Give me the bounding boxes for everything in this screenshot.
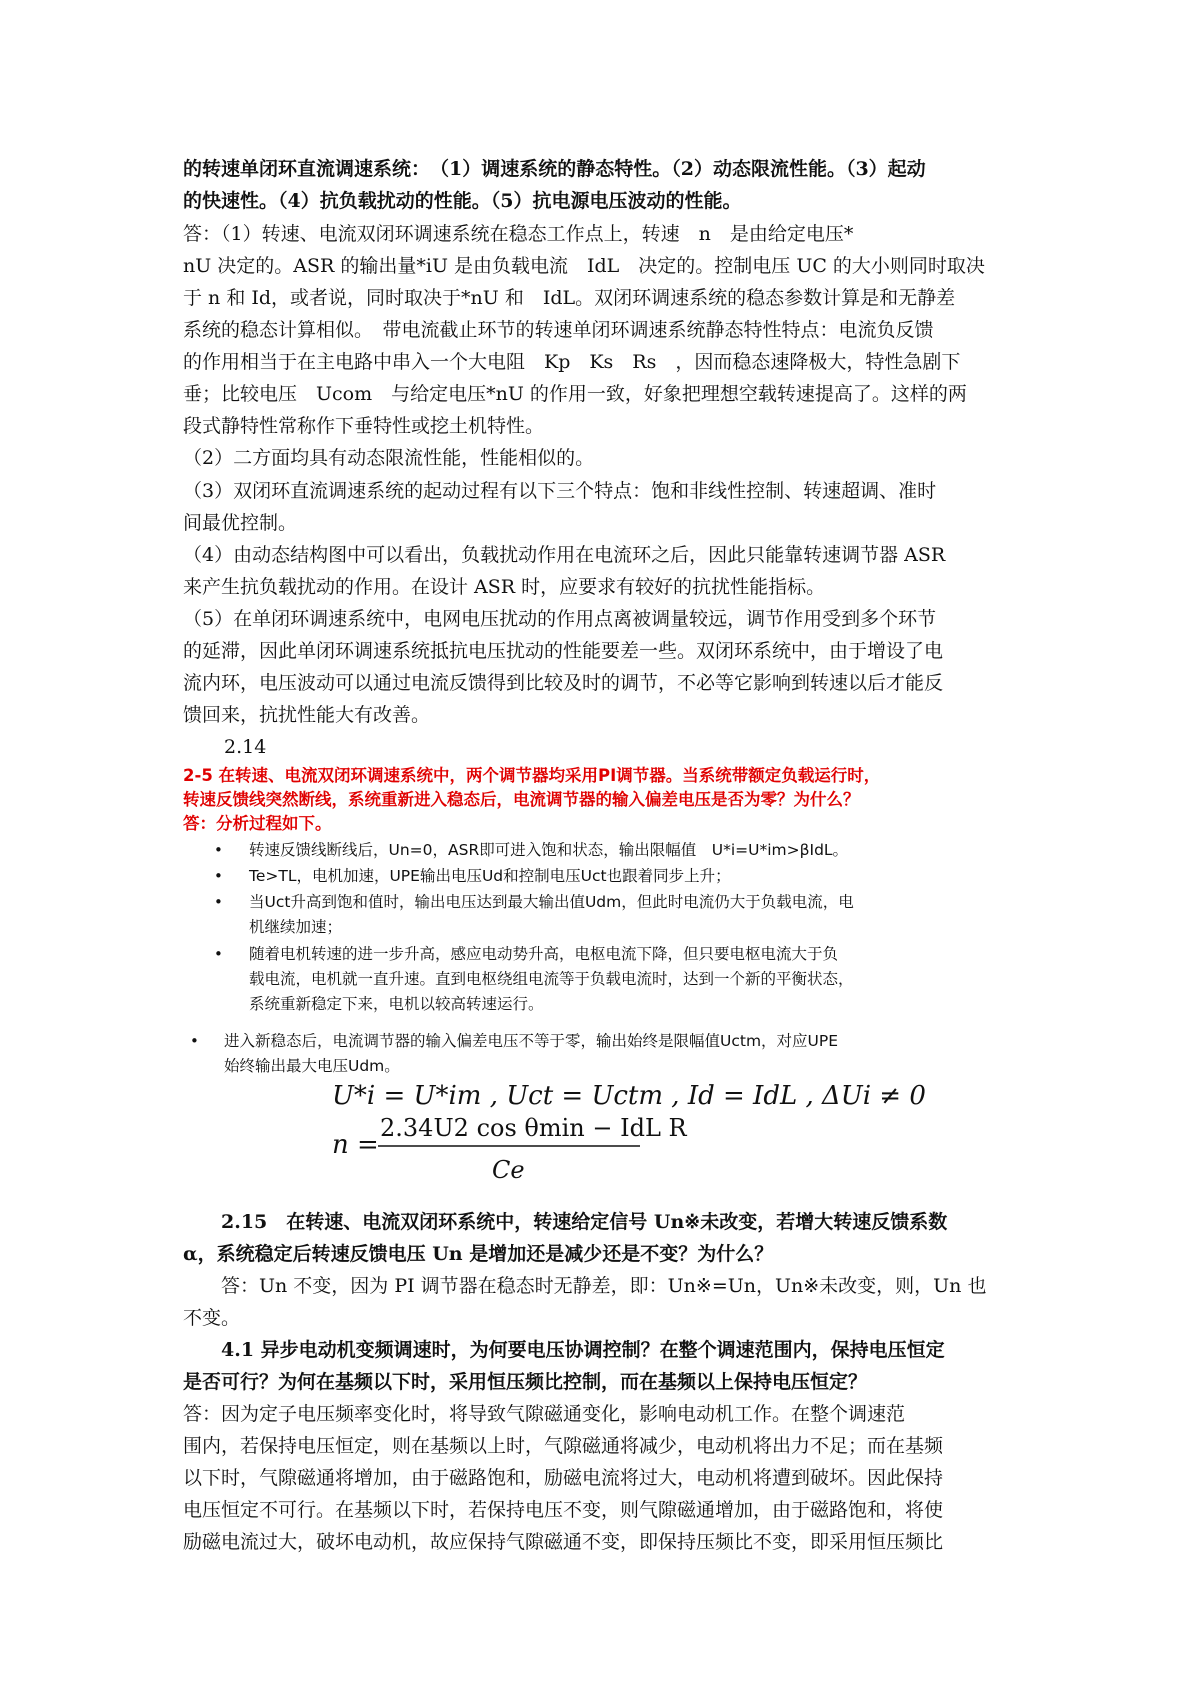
bullet-dot: • bbox=[214, 867, 223, 885]
bullet-item: 转速反馈线断线后，Un=0，ASR即可进入饱和状态，输出限幅值 U*i=U*im>βIdL。 bbox=[249, 841, 849, 859]
answer-line: 围内，若保持电压恒定，则在基频以上时，气隙磁通将减少，电动机将出力不足；而在基频 bbox=[183, 1435, 944, 1457]
answer-line: 答：Un 不变，因为 PI 调节器在稳态时无静差，即：Un※=Un，Un※未改变，则，Un 也 bbox=[183, 1275, 987, 1297]
bullet-item: 当Uct升高到饱和值时，输出电压达到最大输出值Udm，但此时电流仍大于负载电流，电 bbox=[249, 893, 854, 911]
answer-line: （3）双闭环直流调速系统的起动过程有以下三个特点：饱和非线性控制、转速超调、准时 bbox=[183, 480, 937, 502]
formula-eq2-lhs: n = bbox=[332, 1130, 379, 1160]
red-question-line: 转速反馈线突然断线，系统重新进入稳态后，电流调节器的输入偏差电压是否为零？为什么？ bbox=[183, 790, 860, 809]
bullet-dot: • bbox=[190, 1032, 199, 1050]
section-number: 2.14 bbox=[224, 736, 267, 758]
question-line: 2.15 在转速、电流双闭环系统中，转速给定信号 Un※未改变，若增大转速反馈系数 bbox=[183, 1211, 948, 1233]
answer-line: （2）二方面均具有动态限流性能，性能相似的。 bbox=[183, 447, 595, 469]
answer-line: 不变。 bbox=[183, 1307, 241, 1329]
bullet-dot: • bbox=[214, 841, 223, 859]
bullet-item-cont: 机继续加速； bbox=[249, 918, 343, 936]
answer-line: 垂；比较电压 Ucom 与给定电压*nU 的作用一致，好象把理想空载转速提高了。这样的两 bbox=[183, 383, 967, 405]
answer-line: 励磁电流过大，破坏电动机，故应保持气隙磁通不变，即保持压频比不变，即采用恒压频比 bbox=[183, 1531, 944, 1553]
answer-line: 的延滞，因此单闭环调速系统抵抗电压扰动的性能要差一些。双闭环系统中，由于增设了电 bbox=[183, 640, 944, 662]
formula-eq2-numerator: 2.34U2 cos θmin − IdL R bbox=[380, 1114, 687, 1142]
bullet-item: 随着电机转速的进一步升高，感应电动势升高，电枢电流下降，但只要电枢电流大于负 bbox=[249, 945, 839, 963]
bullet-dot: • bbox=[214, 893, 223, 911]
answer-line: 答：（1）转速、电流双闭环调速系统在稳态工作点上，转速 n 是由给定电压* bbox=[183, 223, 854, 245]
question-line: 的转速单闭环直流调速系统： （1）调速系统的静态特性。（2）动态限流性能。（3）起动 bbox=[183, 158, 926, 180]
bullet-item-cont: 载电流，电机就一直升速。直到电枢绕组电流等于负载电流时，达到一个新的平衡状态， bbox=[249, 970, 854, 988]
bullet-item: Te>TL，电机加速，UPE输出电压Ud和控制电压Uct也跟着同步上升； bbox=[249, 867, 731, 885]
answer-line: 以下时，气隙磁通将增加，由于磁路饱和，励磁电流将过大，电动机将遭到破坏。因此保持 bbox=[183, 1467, 944, 1489]
answer-line: 的作用相当于在主电路中串入一个大电阻 Kp Ks Rs ，因而稳态速降极大，特性急剧下 bbox=[183, 351, 961, 373]
answer-line: （5）在单闭环调速系统中，电网电压扰动的作用点离被调量较远，调节作用受到多个环节 bbox=[183, 608, 937, 630]
answer-line: 来产生抗负载扰动的作用。在设计 ASR 时，应要求有较好的抗扰性能指标。 bbox=[183, 576, 826, 598]
formula-block bbox=[328, 1070, 926, 1190]
question-line: 是否可行？为何在基频以下时，采用恒压频比控制，而在基频以上保持电压恒定？ bbox=[183, 1371, 868, 1393]
answer-line: 电压恒定不可行。在基频以下时，若保持电压不变，则气隙磁通增加，由于磁路饱和，将使 bbox=[183, 1499, 944, 1521]
answer-line: 馈回来，抗扰性能大有改善。 bbox=[183, 704, 431, 726]
question-line: 的快速性。（4）抗负载扰动的性能。（5）抗电源电压波动的性能。 bbox=[183, 190, 742, 212]
bullet-item: 进入新稳态后，电流调节器的输入偏差电压不等于零，输出始终是限幅值Uctm，对应UPE bbox=[224, 1032, 839, 1050]
bullet-item-cont: 始终输出最大电压Udm。 bbox=[224, 1057, 400, 1075]
answer-line: 答：因为定子电压频率变化时，将导致气隙磁通变化，影响电动机工作。在整个调速范 bbox=[183, 1403, 906, 1425]
red-question-line: 2-5 在转速、电流双闭环调速系统中，两个调节器均采用PI调节器。当系统带额定负载运行时， bbox=[183, 766, 881, 785]
formula-eq1: U*i = U*im , Uct = Uctm , Id = IdL , ΔUi ≠ 0 bbox=[332, 1081, 926, 1111]
answer-line: 间最优控制。 bbox=[183, 512, 298, 534]
question-line: α，系统稳定后转速反馈电压 Un 是增加还是减少还是不变？为什么？ bbox=[183, 1243, 774, 1265]
answer-line: （4）由动态结构图中可以看出，负载扰动作用在电流环之后，因此只能靠转速调节器 ASR bbox=[183, 544, 946, 566]
question-line: 4.1 异步电动机变频调速时，为何要电压协调控制？在整个调速范围内，保持电压恒定 bbox=[183, 1339, 945, 1361]
answer-line: 段式静特性常称作下垂特性或挖土机特性。 bbox=[183, 415, 545, 437]
bullet-dot: • bbox=[214, 945, 223, 963]
red-answer-line: 答：分析过程如下。 bbox=[183, 814, 332, 833]
answer-line: 系统的稳态计算相似。 带电流截止环节的转速单闭环调速系统静态特性特点：电流负反馈 bbox=[183, 319, 934, 341]
answer-line: nU 决定的。ASR 的输出量*iU 是由负载电流 IdL 决定的。控制电压 UC 的大小则同时取决 bbox=[183, 255, 985, 277]
formula-eq2-denominator: Ce bbox=[492, 1156, 525, 1184]
bullet-item-cont: 系统重新稳定下来，电机以较高转速运行。 bbox=[249, 995, 544, 1013]
answer-line: 流内环，电压波动可以通过电流反馈得到比较及时的调节，不必等它影响到转速以后才能反 bbox=[183, 672, 944, 694]
answer-line: 于 n 和 Id，或者说，同时取决于*nU 和 IdL。双闭环调速系统的稳态参数计算是和无静差 bbox=[183, 287, 956, 309]
